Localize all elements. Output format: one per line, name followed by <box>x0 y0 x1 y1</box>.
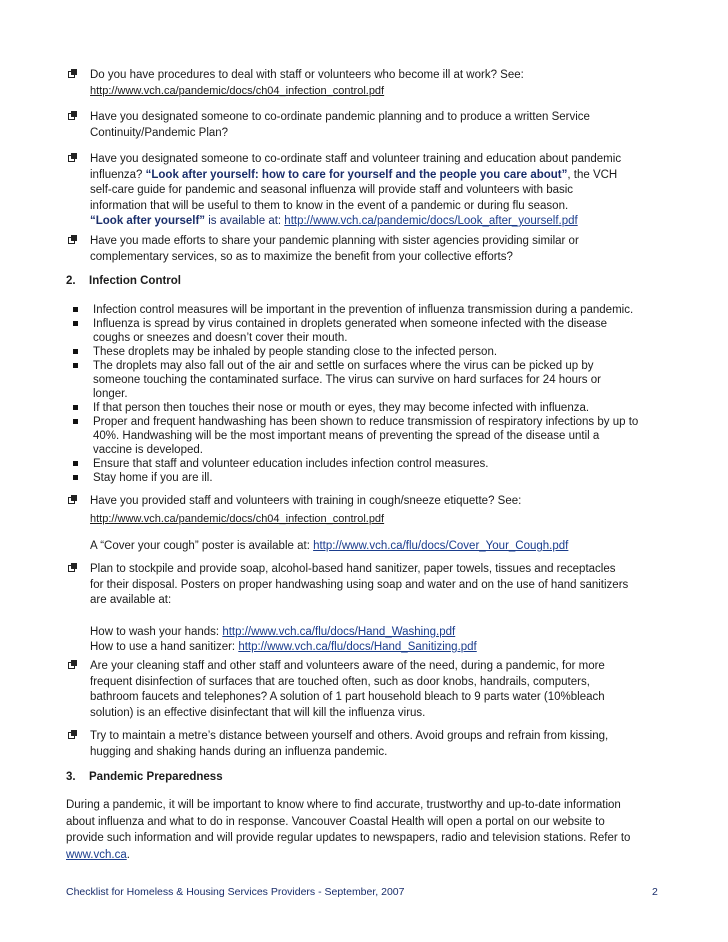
bullet-item <box>73 317 673 345</box>
paragraph-text: about influenza and what to do in response. Vancouver Coastal Health will open a portal on our website to <box>66 815 605 828</box>
checklist-item <box>68 152 668 230</box>
body-paragraph <box>66 797 666 863</box>
section-number: 2. <box>66 275 76 287</box>
guide-title: “Look after yourself: how to care for yourself and the people you care about” <box>145 168 568 181</box>
checkbox-icon <box>68 732 75 739</box>
item-text: Are your cleaning staff and other staff and volunteers aware of the need, during a pandemic, for more <box>90 660 605 672</box>
bullet-item <box>73 457 673 471</box>
checkbox-icon <box>68 662 75 669</box>
checklist-item <box>68 234 668 265</box>
bullet-icon <box>73 405 78 410</box>
checkbox-icon <box>68 497 75 504</box>
poster-link[interactable]: http://www.vch.ca/flu/docs/Cover_Your_Cough.pdf <box>313 540 569 552</box>
item-text: influenza? <box>90 168 146 181</box>
bullet-text: Ensure that staff and volunteer education includes infection control measures. <box>93 458 489 470</box>
checkbox-icon <box>68 71 75 78</box>
item-text: frequent disinfection of surfaces that are touched often, such as door knobs, handrails, computers, <box>90 675 590 688</box>
item-text: is available at: <box>205 215 285 227</box>
item-link[interactable]: http://www.vch.ca/pandemic/docs/ch04_infection_control.pdf <box>90 512 385 525</box>
bullet-icon <box>73 461 78 466</box>
sanitizer-link[interactable]: http://www.vch.ca/flu/docs/Hand_Sanitizing.pdf <box>238 641 477 653</box>
page-footer: Checklist for Homeless & Housing Services Providers - September, 2007 <box>66 886 405 898</box>
bullet-text: Stay home if you are ill. <box>93 472 213 484</box>
bullet-text: someone touching the contaminated surface. The virus can survive on hard surfaces for 24 hours or <box>93 374 601 386</box>
item-text: hugging and shaking hands during an influenza pandemic. <box>90 745 388 758</box>
guide-title: “Look after yourself” <box>90 215 206 227</box>
checkbox-icon <box>68 155 75 162</box>
checklist-item <box>68 659 668 721</box>
bullet-icon <box>73 307 78 312</box>
page-number: 2 <box>652 886 658 898</box>
item-text: A “Cover your cough” poster is available at: <box>90 540 314 552</box>
paragraph-text: . <box>126 848 130 861</box>
checklist-item <box>68 110 668 141</box>
bullet-text: longer. <box>93 388 128 400</box>
bullet-item <box>73 359 673 401</box>
item-text: Continuity/Pandemic Plan? <box>90 126 229 139</box>
item-text: Have you designated someone to co-ordinate staff and volunteer training and education about pandemic <box>90 153 622 165</box>
bullet-icon <box>73 363 78 368</box>
section-heading <box>66 275 181 287</box>
bullet-text: 40%. Handwashing will be the most important means of preventing the spread of the disease until a <box>93 430 600 442</box>
checkbox-icon <box>68 237 75 244</box>
item-text: , the VCH <box>567 168 618 181</box>
checklist-item <box>68 68 668 99</box>
vch-website-link[interactable]: www.vch.ca <box>66 848 127 861</box>
guide-link[interactable]: http://www.vch.ca/pandemic/docs/Look_after_yourself.pdf <box>284 215 578 227</box>
item-text: are available at: <box>90 594 172 606</box>
handwashing-link[interactable]: http://www.vch.ca/flu/docs/Hand_Washing.pdf <box>222 625 456 638</box>
paragraph-text: During a pandemic, it will be important to know where to find accurate, trustworthy and up-to-date information <box>66 799 621 811</box>
checklist-item <box>68 729 668 760</box>
bullet-text: coughs or sneezes and doesn’t cover their mouth. <box>93 332 348 344</box>
checklist-item <box>68 562 668 656</box>
bullet-text: If that person then touches their nose or mouth or eyes, they may become infected with influenza. <box>93 402 590 414</box>
section-title: Infection Control <box>89 275 181 287</box>
bullet-item <box>73 415 673 457</box>
bullet-text: vaccine is developed. <box>93 444 203 456</box>
item-link[interactable]: http://www.vch.ca/pandemic/docs/ch04_infection_control.pdf <box>90 84 385 97</box>
item-text: self-care guide for pandemic and seasonal influenza will provide staff and volunteers with basic <box>90 184 574 196</box>
item-text: information that will be useful to them to know in the event of a pandemic or during flu season. <box>90 199 569 212</box>
item-text: solution) is an effective disinfectant that will kill the influenza virus. <box>90 706 426 719</box>
bullet-text: Influenza is spread by virus contained in droplets generated when someone infected with the disease <box>93 318 607 330</box>
bullet-item <box>73 401 673 415</box>
item-text: bathroom faucets and telephones? A solution of 1 part household bleach to 9 parts water (10%bleach <box>90 691 605 703</box>
bullet-text: These droplets may be inhaled by people standing close to the infected person. <box>93 346 498 358</box>
checkbox-icon <box>68 113 75 120</box>
item-text: for their disposal. Posters on proper handwashing using soap and water and on the use of hand sanitizers <box>90 578 629 591</box>
section-heading <box>66 771 223 783</box>
bullet-icon <box>73 475 78 480</box>
item-text: Have you provided staff and volunteers with training in cough/sneeze etiquette? See: <box>90 495 522 507</box>
item-text: How to use a hand sanitizer: <box>90 641 239 653</box>
bullet-item <box>73 303 673 317</box>
bullet-icon <box>73 419 78 424</box>
bullet-item <box>73 345 673 359</box>
section-number: 3. <box>66 771 76 783</box>
bullet-icon <box>73 321 78 326</box>
bullet-text: Infection control measures will be important in the prevention of influenza transmission during a pandemic. <box>93 304 634 316</box>
item-text: How to wash your hands: <box>90 625 223 638</box>
item-text: Plan to stockpile and provide soap, alcohol-based hand sanitizer, paper towels, tissues and receptacles <box>90 563 616 575</box>
bullet-item <box>73 471 673 485</box>
item-text: complementary services, so as to maximize the benefit from your collective efforts? <box>90 250 513 263</box>
checkbox-icon <box>68 565 75 572</box>
item-text: Do you have procedures to deal with staff or volunteers who become ill at work? See: <box>90 69 524 81</box>
bullet-icon <box>73 349 78 354</box>
paragraph-text: provide such information and will provide regular updates to newspapers, radio and television stations. Refer to <box>66 832 631 844</box>
bullet-text: The droplets may also fall out of the air and settle on surfaces where the virus can be picked up by <box>93 360 594 372</box>
checklist-item <box>68 494 668 555</box>
item-text: Have you designated someone to co-ordinate pandemic planning and to produce a written Service <box>90 111 590 123</box>
section-title: Pandemic Preparedness <box>89 771 223 783</box>
bullet-text: Proper and frequent handwashing has been shown to reduce transmission of respiratory infections by up to <box>93 416 639 428</box>
item-text: Have you made efforts to share your pandemic planning with sister agencies providing similar or <box>90 235 579 247</box>
item-text: Try to maintain a metre’s distance between yourself and others. Avoid groups and refrain from kissing, <box>90 730 609 742</box>
